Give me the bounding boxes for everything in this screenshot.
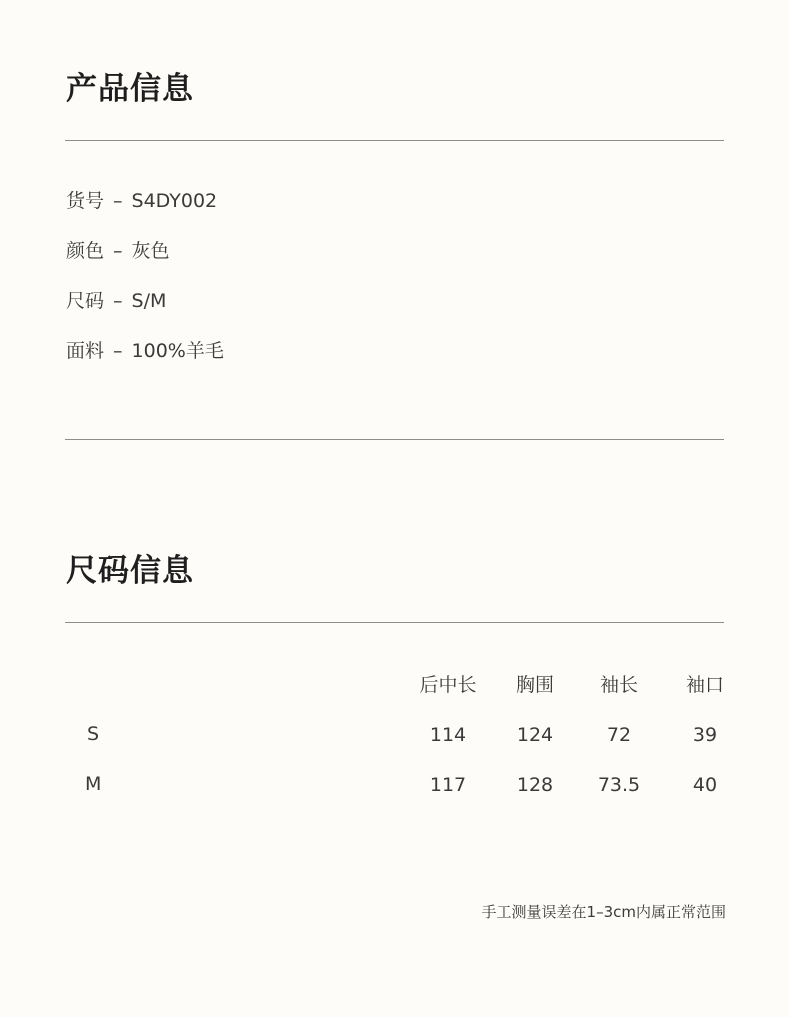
product-info-top-divider [65, 140, 724, 141]
product-info-row-fabric [66, 339, 224, 363]
fabric-label: 面料 [66, 340, 105, 362]
size-table-header-sleeve-length: 袖长 [599, 674, 638, 696]
size-table-header-chest: 胸围 [515, 674, 554, 696]
product-info-bottom-divider [65, 439, 724, 440]
color-label: 颜色 [66, 240, 105, 262]
fabric-value: 100%羊毛 [131, 340, 224, 362]
color-separator: – [113, 240, 123, 262]
size-table-row-label-m: M [85, 773, 102, 795]
size-table-cell: 73.5 [597, 774, 641, 796]
fabric-separator: – [113, 340, 123, 362]
size-value: S/M [131, 290, 167, 312]
size-table-cell: 72 [606, 724, 632, 746]
size-label: 尺码 [66, 290, 105, 312]
product-info-row-sku [66, 189, 217, 213]
product-info-row-size [66, 289, 166, 313]
sku-separator: – [113, 190, 123, 212]
size-table-cell: 40 [692, 774, 718, 796]
sku-value: S4DY002 [131, 190, 218, 212]
size-separator: – [113, 290, 123, 312]
measurement-note: 手工测量误差在1–3cm内属正常范围 [481, 903, 726, 921]
size-table-row-label-s: S [87, 723, 100, 745]
sku-label: 货号 [66, 190, 105, 212]
size-info-title: 尺码信息 [66, 553, 194, 589]
size-table-cell: 128 [516, 774, 554, 796]
size-table-cell: 39 [692, 724, 718, 746]
size-table-cell: 124 [516, 724, 554, 746]
size-info-divider [65, 622, 724, 623]
size-table-header-cuff: 袖口 [685, 674, 724, 696]
color-value: 灰色 [131, 240, 170, 262]
size-table-header-back-length: 后中长 [419, 674, 477, 696]
product-info-title: 产品信息 [66, 71, 194, 107]
size-table-cell: 114 [429, 724, 467, 746]
product-info-row-color [66, 239, 170, 263]
size-table-cell: 117 [429, 774, 467, 796]
